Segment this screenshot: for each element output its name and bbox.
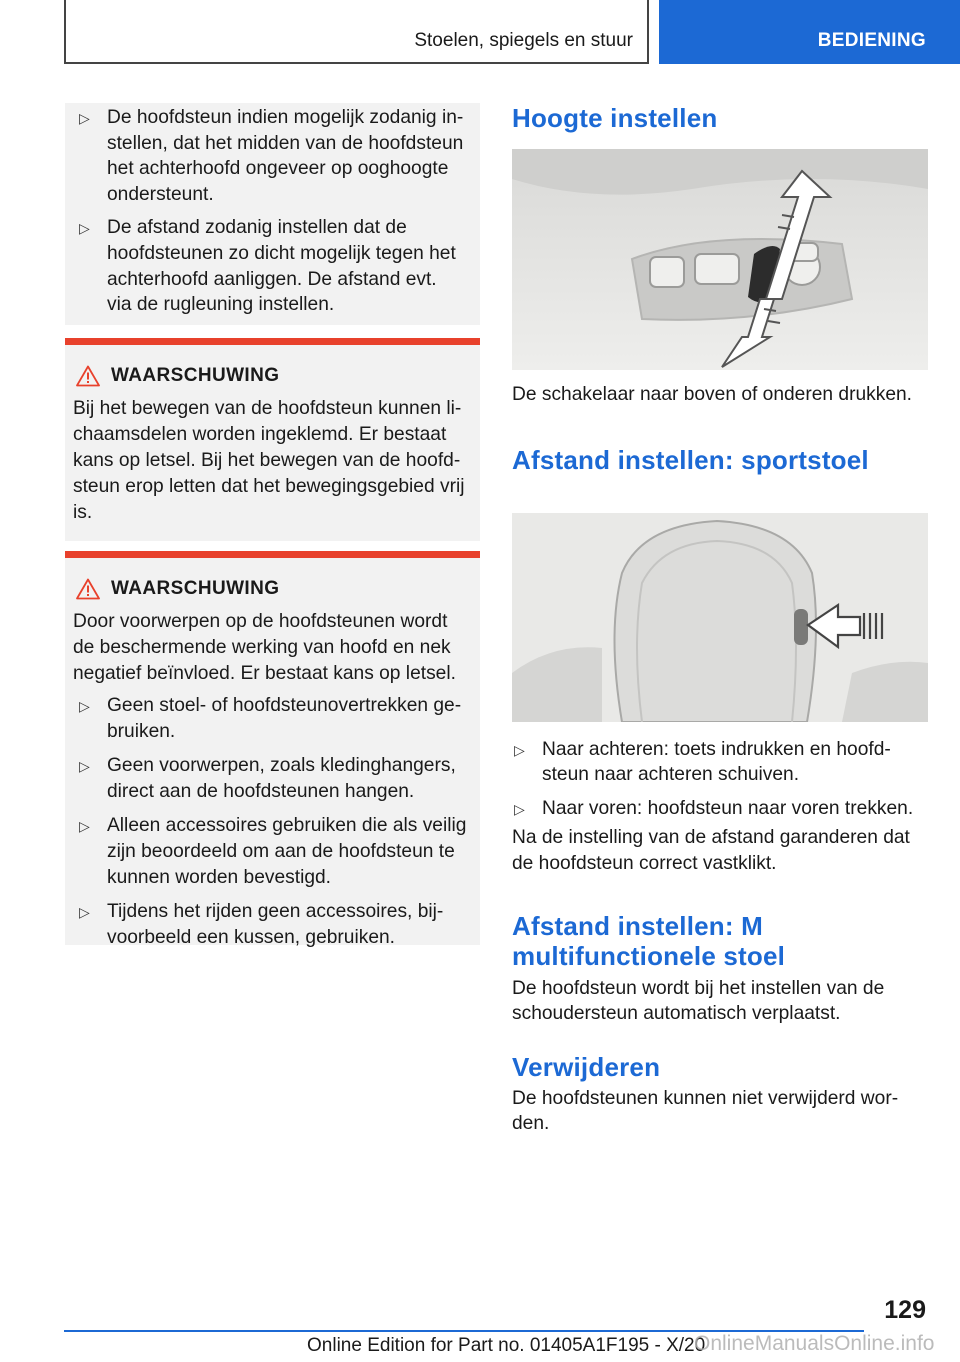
bullet-triangle-icon: ▷: [79, 818, 90, 835]
warning-text: Bij het bewegen van de hoofdsteun kunnen lichaamsdelen worden ingeklemd. Er bestaat kans op letsel. Bij het bewegen van de hoofdsteun erop letten dat het bewegingsgebied vrij is.: [73, 398, 465, 523]
heading-remove: Verwijderen: [512, 1051, 661, 1082]
warning-title: WAARSCHUWING: [111, 578, 280, 599]
list-item: ▷ Tijdens het rijden geen accessoires, bijvoorbeeld een kussen, gebruiken.: [79, 901, 444, 948]
warning-triangle-icon: [76, 578, 100, 600]
heading-sport-seat: Afstand instellen: sportstoel: [512, 444, 869, 475]
seat-switch-illustration: [512, 149, 928, 370]
heading-m-seat: Afstand instellen: M multifunctionele stoel: [512, 910, 786, 971]
bullet-triangle-icon: ▷: [79, 758, 90, 775]
footer-edition: Online Edition for Part no. 01405A1F195 - X/20: [307, 1335, 706, 1356]
page-number: 129: [884, 1296, 926, 1324]
intro-bullet-list: [73, 105, 464, 318]
warning-header: [73, 571, 470, 607]
warning-text: Door voorwerpen op de hoofdsteunen wordt de beschermende werking van hoofd en nek negatief beïnvloed. Er bestaat kans op letsel.: [73, 611, 456, 684]
list-item: ▷ Naar voren: hoofdsteun naar voren trekken.: [512, 796, 928, 822]
headrest-figure: [512, 513, 928, 722]
list-item: ▷ Geen voorwerpen, zoals kledinghangers, direct aan de hoofdsteunen hangen.: [79, 755, 456, 802]
warning-box-2: [65, 551, 480, 948]
warning-box-1: [65, 338, 480, 541]
list-item: ▷ Geen stoel- of hoofdsteunovertrekken gebruiken.: [79, 695, 462, 742]
sport-bullet-list: [512, 737, 928, 822]
seat-switch-figure: [512, 149, 928, 370]
list-item: ▷ De hoofdsteun indien mogelijk zodanig instellen, dat het midden van de hoofdsteun het achterhoofd ongeveer op ooghoogte ondersteunt.: [79, 107, 464, 205]
header-section-title: Stoelen, spiegels en stuur: [414, 30, 633, 51]
bullet-triangle-icon: ▷: [79, 220, 90, 237]
list-item: ▷ Naar achteren: toets indrukken en hoofdsteun naar achteren schuiven.: [514, 738, 891, 786]
bullet-triangle-icon: ▷: [514, 800, 525, 817]
header-section-box: [64, 0, 649, 64]
list-item: ▷ Alleen accessoires gebruiken die als veilig zijn beoordeeld om aan de hoofdsteun te kunnen worden bevestigd.: [79, 815, 467, 888]
warning-title: WAARSCHUWING: [111, 365, 280, 386]
watermark: OnlineManualsOnline.info: [694, 1332, 935, 1355]
bullet-triangle-icon: ▷: [79, 110, 90, 126]
right-column: [512, 103, 928, 1137]
bullet-triangle-icon: ▷: [79, 698, 90, 714]
remove-text: De hoofdsteunen kunnen niet verwijderd worden.: [512, 1087, 899, 1135]
warning-bullet-list: [73, 693, 470, 950]
bullet-triangle-icon: ▷: [79, 904, 90, 921]
heading-height: Hoogte instellen: [512, 103, 718, 133]
warning-header: [73, 358, 470, 394]
warning-triangle-icon: [76, 365, 100, 387]
height-caption: De schakelaar naar boven of onderen drukken.: [512, 384, 912, 405]
intro-box: [65, 103, 480, 325]
left-column: [65, 103, 480, 948]
header-chapter-box: [659, 0, 960, 64]
headrest-illustration: [512, 513, 928, 722]
header-chapter-title: BEDIENING: [817, 30, 926, 51]
m-seat-text: De hoofdsteun wordt bij het instellen van de schoudersteun automatisch verplaatst.: [512, 977, 885, 1025]
list-item: ▷ De afstand zodanig instellen dat de hoofdsteunen zo dicht mogelijk tegen het achterhoofd aanliggen. De afstand evt. via de rugleuning instellen.: [79, 217, 456, 316]
sport-text: Na de instelling van de afstand garanderen dat de hoofdsteun correct vastklikt.: [512, 827, 910, 874]
bullet-triangle-icon: ▷: [514, 741, 525, 758]
